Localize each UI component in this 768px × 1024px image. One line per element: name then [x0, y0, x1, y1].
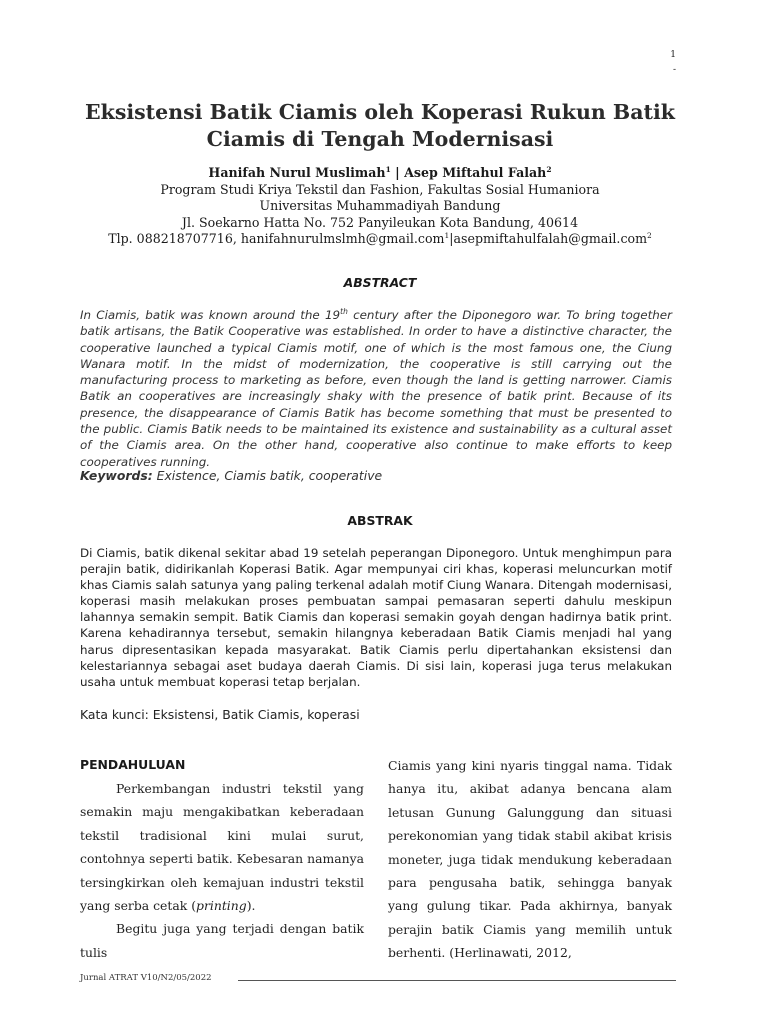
body-left-column	[80, 777, 364, 964]
author-1-sup: 1	[385, 164, 391, 174]
affiliation-address: Jl. Soekarno Hatta No. 752 Panyileukan Kota Bandung, 40614	[181, 215, 579, 230]
contact-sup-2: 2	[647, 230, 652, 240]
paper-title	[80, 99, 680, 153]
body-left-p1-italic: printing	[196, 898, 247, 914]
page-mark-bottom: -	[672, 65, 676, 75]
abstrak-heading: ABSTRAK	[347, 513, 413, 528]
abstrak-text: Di Ciamis, batik dikenal sekitar abad 19 setelah peperangan Diponegoro. Untuk menghimpun para perajin batik, didirikanlah Koperasi Batik. Agar mempunyai ciri khas, koperasi meluncurkan motif khas Ciamis salah satunya yang paling terkenal adalah motif Ciung Wanara. Ditengah modernisasi, koperasi masih melakukan proses pembuatan sampai pemasaran seperti dahulu meskipun lahannya semakin sempit. Batik Ciamis dan koperasi semakin goyah dengan hadirnya batik print. Karena kehadirannya tersebut, semakin hilangnya keberadaan Batik Ciamis menjadi hal yang harus dipresentasikan kepada masyarakat. Batik Ciamis perlu dipertahankan eksistensi dan kelestariannya sebagai aset budaya daerah Ciamis. Di sisi lain, koperasi juga terus melakukan usaha untuk membuat koperasi tetap berjalan.	[80, 546, 672, 689]
paper-title-line-2: Ciamis di Tengah Modernisasi	[206, 127, 554, 151]
footer-rule	[238, 980, 676, 981]
body-right-column	[388, 754, 672, 965]
affiliation-university: Universitas Muhammadiyah Bandung	[259, 198, 501, 213]
authors-line	[60, 165, 700, 181]
keywords-line	[80, 468, 672, 483]
kata-kunci-line: Kata kunci: Eksistensi, Batik Ciamis, koperasi	[80, 707, 360, 722]
author-2: Asep Miftahul Falah	[404, 165, 547, 180]
author-separator: |	[390, 165, 405, 180]
contact-email-2: |asepmiftahulfalah@gmail.com	[449, 231, 648, 246]
body-left-paragraph-1	[80, 777, 364, 917]
abstract-text	[80, 307, 672, 470]
page-mark-top: 1	[670, 50, 676, 60]
body-left-p1-text: Perkembangan industri tekstil yang semakin maju mengakibatkan keberadaan tekstil tradisional kini mulai surut, contohnya seperti batik. Kebesaran namanya tersingkirkan oleh kemajuan industri tekstil yang serba cetak (	[80, 781, 364, 914]
keywords-label: Keywords:	[80, 468, 153, 483]
affiliation-contact	[60, 231, 700, 247]
abstract-heading: ABSTRACT	[343, 275, 417, 290]
body-left-p1-end: ).	[246, 898, 256, 914]
abstract-text-part-1: In Ciamis, batik was known around the 19	[80, 308, 341, 322]
affiliation-program: Program Studi Kriya Tekstil dan Fashion, Fakultas Sosial Humaniora	[160, 182, 600, 197]
abstract-text-sup: th	[340, 307, 348, 317]
author-1: Hanifah Nurul Muslimah	[208, 165, 386, 180]
section-heading-pendahuluan: PENDAHULUAN	[80, 757, 186, 772]
contact-phone-email-1: Tlp. 088218707716, hanifahnurulmslmh@gmail.com	[108, 231, 445, 246]
paper-title-line-1: Eksistensi Batik Ciamis oleh Koperasi Rukun Batik	[84, 100, 675, 124]
author-2-sup: 2	[546, 164, 552, 174]
footer-journal: Jurnal ATRAT V10/N2/05/2022	[80, 973, 212, 983]
keywords-value: Existence, Ciamis batik, cooperative	[152, 468, 383, 483]
body-left-paragraph-2: Begitu juga yang terjadi dengan batik tulis	[80, 921, 364, 960]
contact-sup-1: 1	[444, 230, 450, 240]
abstract-text-part-2: century after the Diponegoro war. To bring together batik artisans, the Batik Cooperative was established. In order to have a distinctive character, the cooperative launched a typical Ciamis motif, one of which is the most famous one, the Ciung Wanara motif. In the midst of modernization, the cooperative is still carrying out the manufacturing process to marketing as before, even though the land is getting narrower. Ciamis Batik an cooperatives are increasingly shaky with the presence of batik print. Because of its presence, the disappearance of Ciamis Batik has become something that must be presented to the public. Ciamis Batik needs to be maintained its existence and sustainability as a cultural asset of the Ciamis area. On the other hand, cooperative also continue to make efforts to keep cooperatives running.	[80, 308, 673, 469]
body-right-paragraph-1: Ciamis yang kini nyaris tinggal nama. Tidak hanya itu, akibat adanya bencana alam letusan Gunung Galunggung dan situasi perekonomian yang tidak stabil akibat krisis moneter, juga tidak mendukung keberadaan para pengusaha batik, sehingga banyak yang gulung tikar. Pada akhirnya, banyak perajin batik Ciamis yang memilih untuk berhenti. (Herlinawati, 2012,	[388, 758, 672, 961]
